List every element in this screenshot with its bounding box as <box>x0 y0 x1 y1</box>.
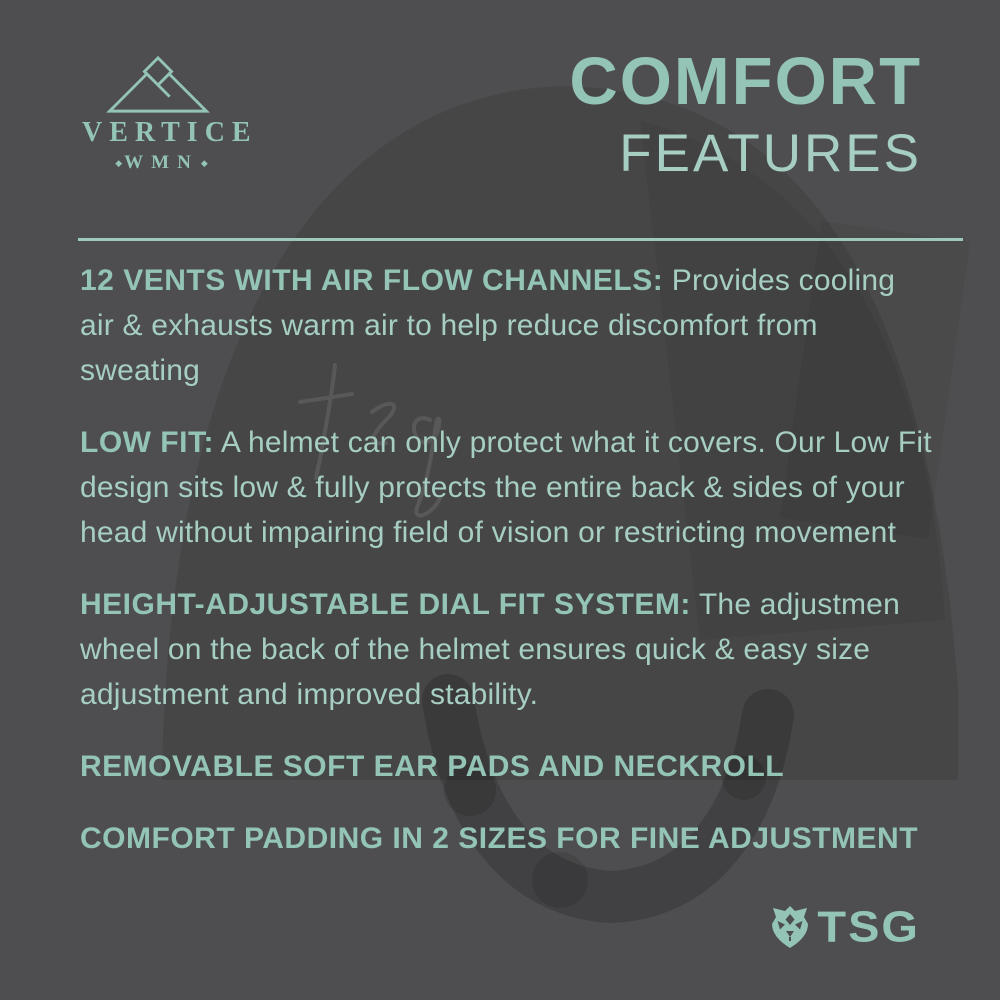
page-title <box>569 44 922 183</box>
brand-name: VERTICE <box>82 117 258 148</box>
brand-logo <box>75 55 258 174</box>
feature-label: LOW FIT: <box>80 426 214 459</box>
tsg-logo <box>770 903 920 950</box>
feature-list <box>80 258 932 888</box>
feature-label: COMFORT PADDING IN 2 SIZES FOR FINE ADJUSTMENT <box>80 822 919 855</box>
title-secondary: FEATURES <box>619 124 922 183</box>
feature-item-dial-fit <box>80 582 932 717</box>
brand-sub-label: WMN <box>124 152 199 173</box>
diamond-bullet-icon: ◆ <box>115 157 123 168</box>
feature-label: HEIGHT-ADJUSTABLE DIAL FIT SYSTEM: <box>80 588 691 621</box>
feature-text: A helmet can only protect what it covers. Our Low Fit design sits low & fully protects the entire back & sides of your head without impairing field of vision or restricting movement <box>80 426 932 549</box>
feature-text: The adjustmen wheel on the back of the helmet ensures quick & easy size adjustment and improved stability. <box>80 588 900 711</box>
divider-rule <box>78 238 963 241</box>
diamond-bullet-icon: ◆ <box>200 157 208 168</box>
title-primary: COMFORT <box>569 44 922 119</box>
tsg-fox-shield-icon <box>770 904 810 950</box>
feature-label: 12 VENTS WITH AIR FLOW CHANNELS: <box>80 264 664 297</box>
feature-text: Provides cooling air & exhausts warm air to help reduce discomfort from sweating <box>80 264 896 387</box>
feature-item-low-fit <box>80 420 932 555</box>
feature-item-ear-pads <box>80 744 932 789</box>
feature-item-vents <box>80 258 932 393</box>
mountain-peak-icon <box>99 55 217 115</box>
tsg-logo-text: TSG <box>817 902 920 951</box>
feature-item-padding <box>80 816 932 861</box>
feature-label: REMOVABLE SOFT EAR PADS AND NECKROLL <box>80 750 785 783</box>
brand-subline <box>83 152 240 174</box>
